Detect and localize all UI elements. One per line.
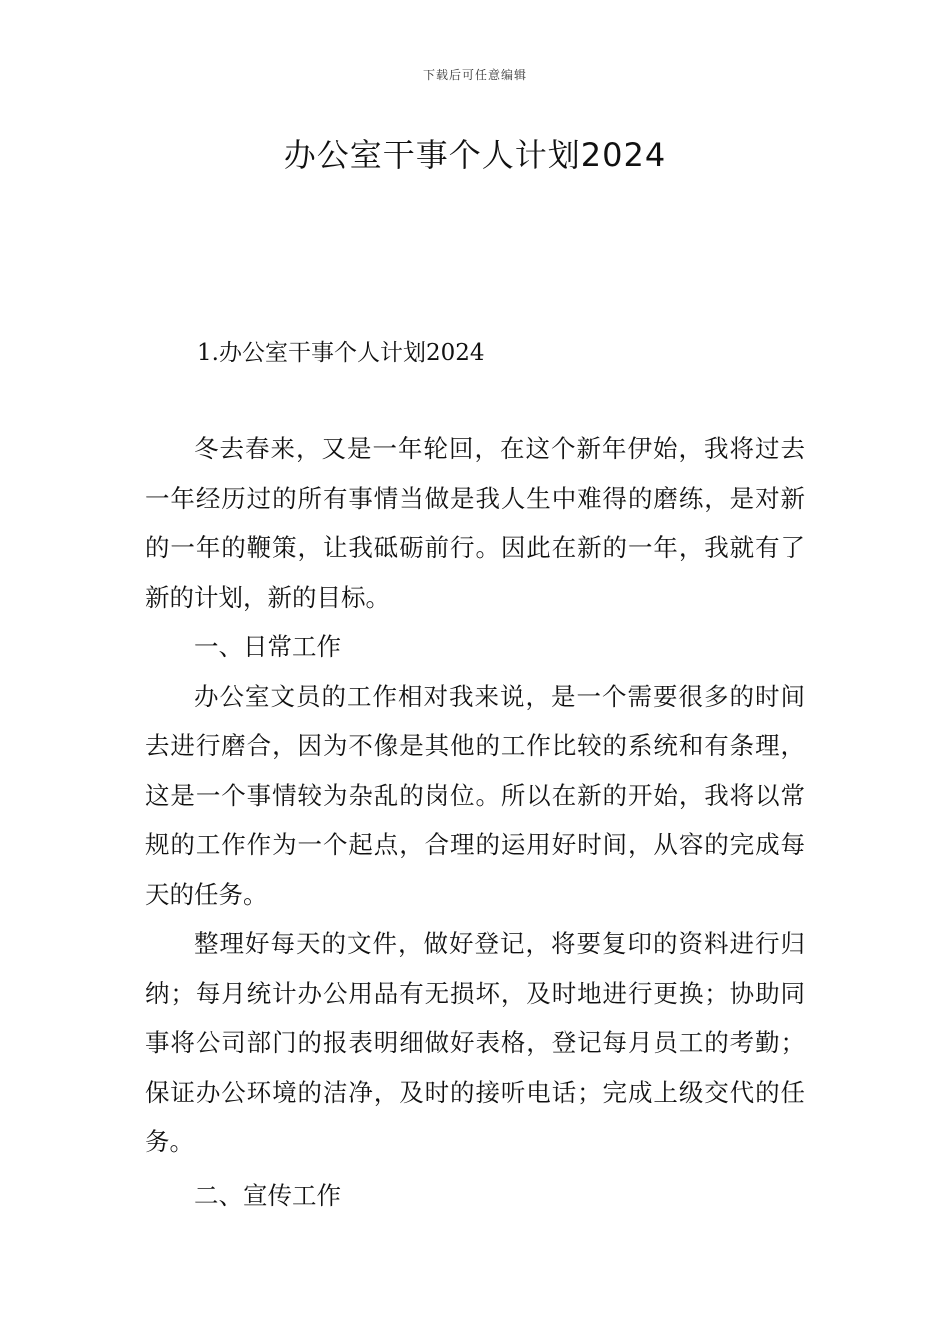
heading-publicity-work: 二、宣传工作 xyxy=(194,1180,341,1210)
paragraph-intro: 冬去春来，又是一年轮回，在这个新年伊始，我将过去一年经历过的所有事情当做是我人生中难得的磨练，是对新的一年的鞭策，让我砥砺前行。因此在新的一年，我就有了新的计划，新的目标。 xyxy=(145,434,805,612)
body-text xyxy=(145,424,805,1220)
heading-daily-work: 一、日常工作 xyxy=(194,632,341,661)
paragraph-daily-work: 办公室文员的工作相对我来说，是一个需要很多的时间去进行磨合，因为不像是其他的工作比较的系统和有条理，这是一个事情较为杂乱的岗位。所以在新的开始，我将以常规的工作作为一个起点，合理的运用好时间，从容的完成每天的任务。 xyxy=(145,681,805,909)
header-note: 下载后可任意编辑 xyxy=(422,68,527,82)
section-heading: 1.办公室干事个人计划2024 xyxy=(197,340,485,366)
document-title: 办公室干事个人计划2024 xyxy=(283,136,667,174)
paragraph-tasks: 整理好每天的文件，做好登记，将要复印的资料进行归纳；每月统计办公用品有无损坏，及时地进行更换；协助同事将公司部门的报表明细做好表格，登记每月员工的考勤；保证办公环境的洁净，及时的接听电话；完成上级交代的任务。 xyxy=(145,929,805,1156)
